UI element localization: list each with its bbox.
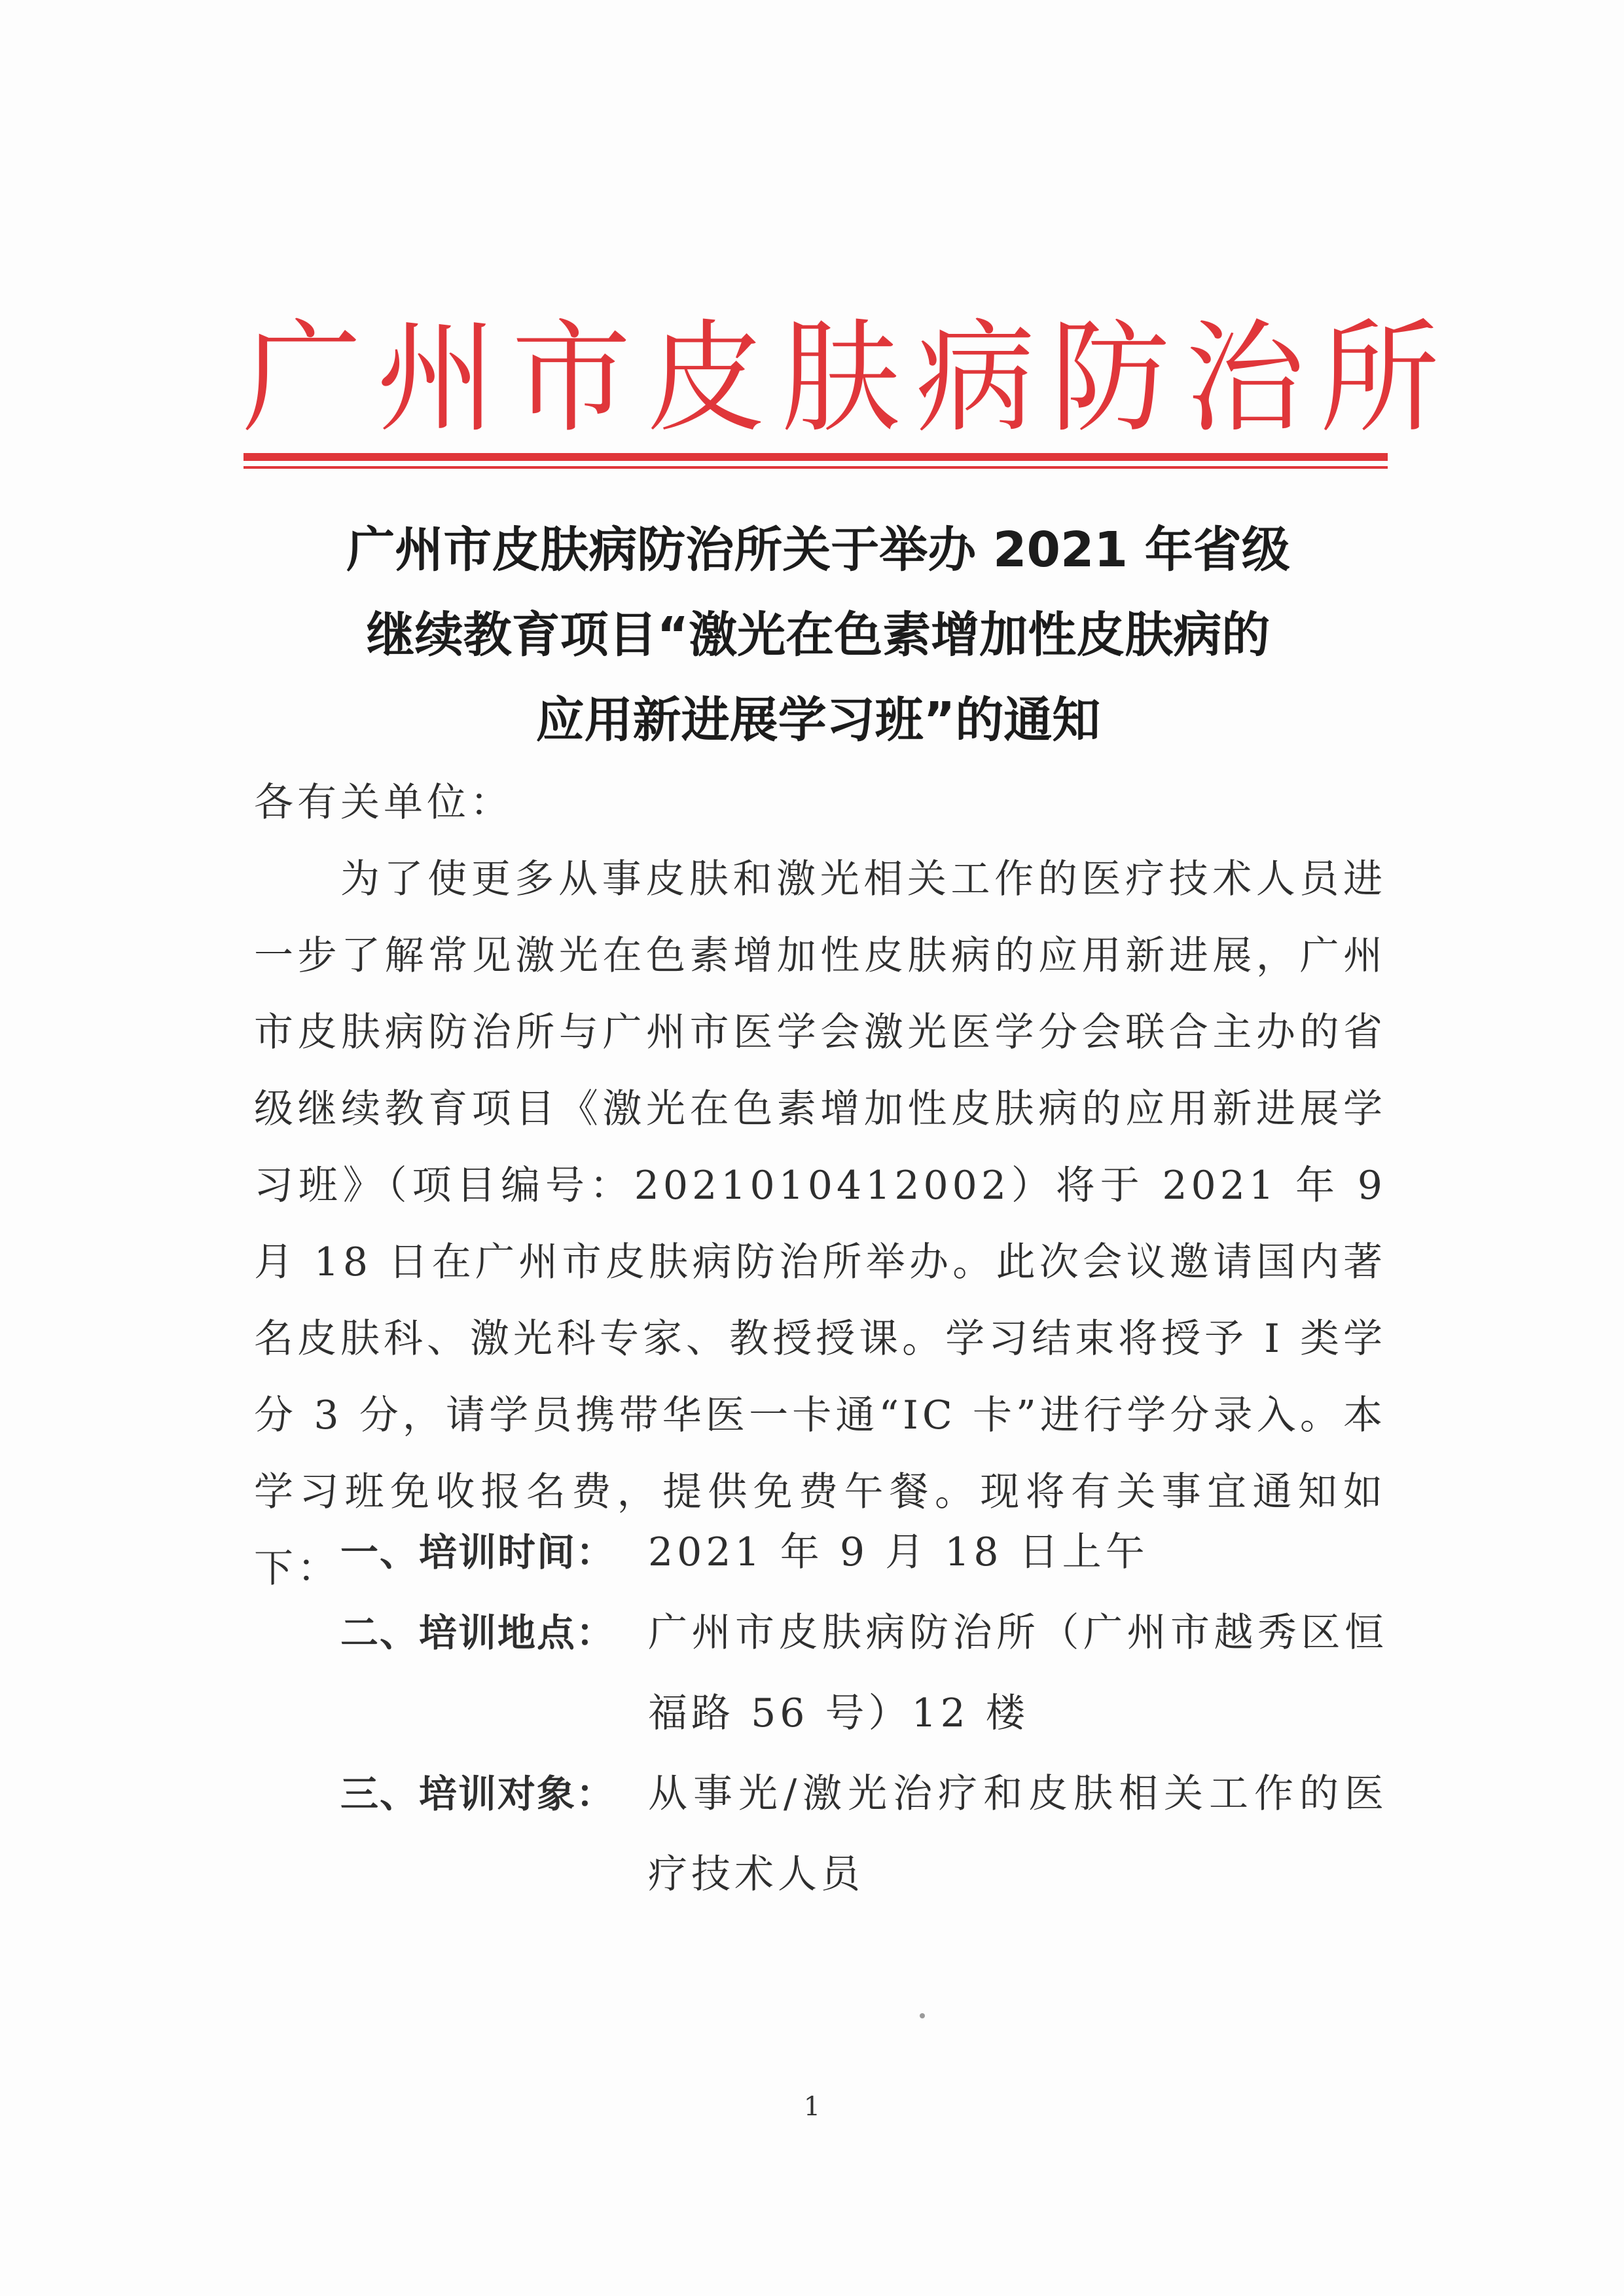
scan-speck [920, 2013, 925, 2018]
item-training-audience [340, 1754, 1388, 1915]
letterhead-title: 广州市皮肤病防治所 [242, 307, 1455, 449]
item-label: 二、培训地点： [340, 1611, 616, 1655]
notice-items [340, 1512, 1388, 1915]
item-label: 一、培训时间： [340, 1530, 616, 1575]
greeting: 各有关单位： [254, 780, 513, 826]
body-paragraph-1: 为了使更多从事皮肤和激光相关工作的医疗技术人员进一步了解常见激光在色素增加性皮肤病的应用新进展，广州市皮肤病防治所与广州市医学会激光医学分会联合主办的省级继续教育项目《激光在色素增加性皮肤病的应用新进展学习班》（项目编号：2021010412002）将于 2021 年 9 月 18 日在广州市皮肤病防治所举办。此次会议邀请国内著名皮肤科、激光科专家、教授授课。学习结束将授予 I 类学分 3 分，请学员携带华医一卡通“IC 卡”进行学分录入。本学习班免收报名费，提供免费午餐。现将有关事宜通知如下： [254, 856, 1386, 1592]
letterhead-rule-thick [244, 453, 1388, 461]
item-label: 三、培训对象： [340, 1772, 616, 1816]
notice-title-line-3: 应用新进展学习班”的通知 [535, 692, 1101, 748]
letterhead-rule-thin [244, 466, 1388, 469]
item-training-location [340, 1593, 1388, 1754]
item-training-time [340, 1512, 1388, 1593]
page-number: 1 [803, 2092, 821, 2122]
item-value: 广州市皮肤病防治所（广州市越秀区恒福路 56 号）12 楼 [648, 1610, 1388, 1736]
notice-body [254, 765, 1386, 1607]
notice-title [249, 507, 1388, 763]
notice-title-line-1: 广州市皮肤病防治所关于举办 2021 年省级 [346, 522, 1290, 578]
notice-title-line-2: 继续教育项目“激光在色素增加性皮肤病的 [366, 607, 1271, 663]
item-value: 从事光/激光治疗和皮肤相关工作的医疗技术人员 [648, 1771, 1388, 1897]
item-value: 2021 年 9 月 18 日上午 [648, 1529, 1149, 1575]
